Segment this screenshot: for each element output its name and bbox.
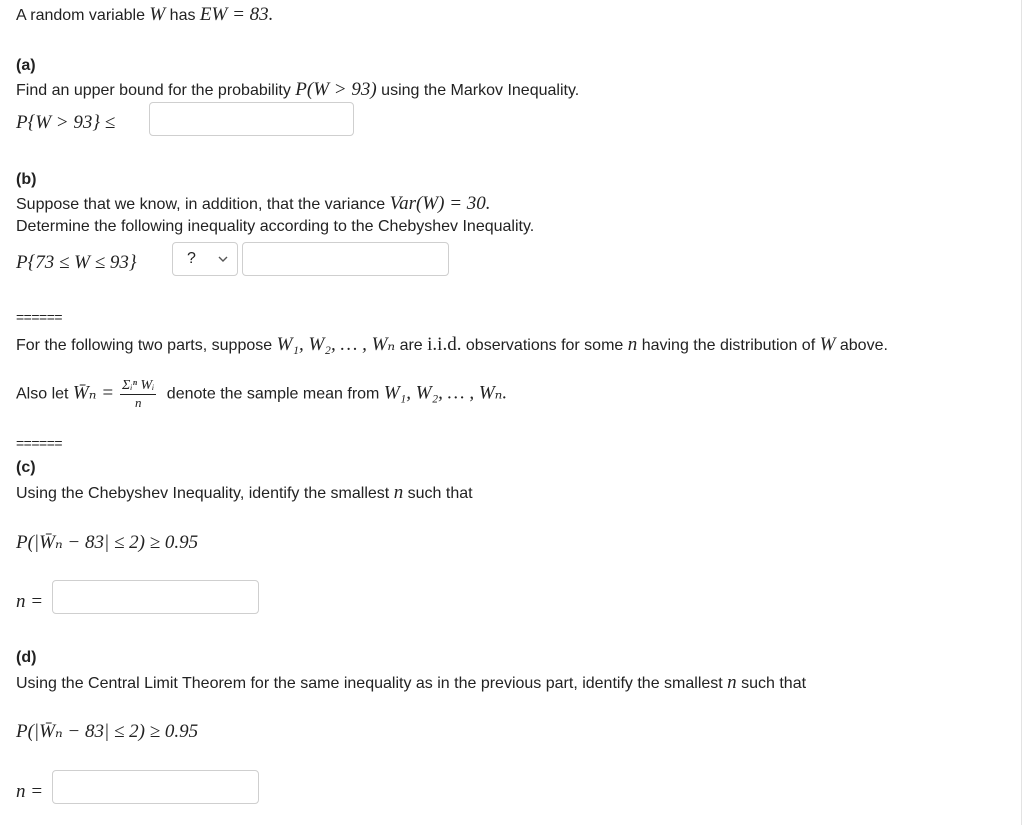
separator: ====== bbox=[16, 435, 63, 451]
sample-mean-definition: Also let W̄ₙ = $\frac{\text{Σᵢⁿ Wᵢ}}{n}$ denote the sample mean from W₁, W₂, … , Wₙ. bbox=[16, 378, 508, 410]
part-b-prompt-2: Determine the following inequality according to the Chebyshev Inequality. bbox=[16, 218, 535, 235]
separator: ====== bbox=[16, 309, 63, 325]
part-d-label: (d) bbox=[16, 649, 37, 666]
part-b-answer-math: P{73 ≤ W ≤ 93} bbox=[16, 252, 137, 273]
part-d-prompt: Using the Central Limit Theorem for the same inequality as in the previous part, identify the smallest n such that bbox=[16, 672, 807, 693]
part-a-answer-input[interactable] bbox=[149, 102, 354, 136]
part-c-prompt: Using the Chebyshev Inequality, identify the smallest n such that bbox=[16, 482, 473, 503]
part-a-answer-math: P{W > 93} ≤ bbox=[16, 112, 116, 133]
part-c-inequality: P(|W̄ₙ − 83| ≤ 2) ≥ 0.95 bbox=[16, 532, 199, 553]
part-d-n-label: n = bbox=[16, 781, 44, 802]
part-d-inequality: P(|W̄ₙ − 83| ≤ 2) ≥ 0.95 bbox=[16, 721, 199, 742]
part-c-label: (c) bbox=[16, 459, 36, 476]
part-a-prompt: Find an upper bound for the probability P(W > 93) using the Markov Inequality. bbox=[16, 79, 580, 100]
iid-description: For the following two parts, suppose W₁, W₂, … , Wₙ are i.i.d. observations for some n having the distribution of W above. bbox=[16, 334, 888, 355]
intro-line: A random variable W has EW = 83. bbox=[16, 4, 274, 25]
part-a-label: (a) bbox=[16, 57, 36, 74]
part-c-n-label: n = bbox=[16, 591, 44, 612]
part-c-answer-input[interactable] bbox=[52, 580, 259, 614]
part-b-prompt-1: Suppose that we know, in addition, that the variance Var(W) = 30. bbox=[16, 193, 491, 214]
part-b-label: (b) bbox=[16, 171, 37, 188]
select-value: ? bbox=[187, 250, 196, 267]
expectation-expr: EW = 83. bbox=[199, 4, 274, 25]
part-b-inequality-select[interactable] bbox=[172, 242, 238, 276]
part-b-answer-input[interactable] bbox=[242, 242, 449, 276]
sample-mean-fraction: $\frac{\text{Σᵢⁿ Wᵢ}}{n}$ bbox=[122, 378, 155, 410]
chevron-down-icon bbox=[217, 253, 229, 265]
part-d-answer-input[interactable] bbox=[52, 770, 259, 804]
